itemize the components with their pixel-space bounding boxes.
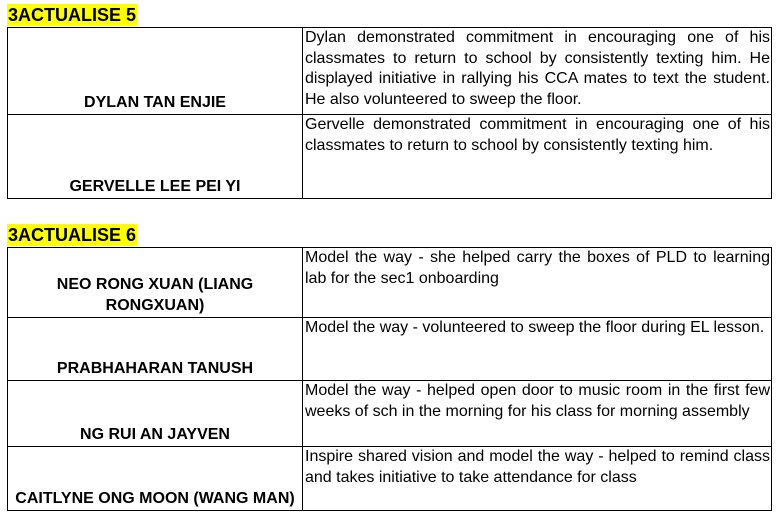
table-3actualise-5 xyxy=(7,27,772,199)
table-row xyxy=(8,381,772,447)
student-name: DYLAN TAN ENJIE xyxy=(8,28,303,115)
student-name: CAITLYNE ONG MOON (WANG MAN) xyxy=(8,447,303,511)
student-description: Inspire shared vision and model the way - helped to remind class and takes initiative to take attendance for class xyxy=(303,447,772,511)
table-3actualise-6 xyxy=(7,247,772,511)
student-description: Model the way - volunteered to sweep the floor during EL lesson. xyxy=(303,318,772,381)
student-description: Model the way - helped open door to music room in the first few weeks of sch in the morning for his class for morning assembly xyxy=(303,381,772,447)
table-row xyxy=(8,115,772,199)
table-row xyxy=(8,248,772,318)
table-row xyxy=(8,28,772,115)
student-description: Dylan demonstrated commitment in encouraging one of his classmates to return to school by consistently texting him. He displayed initiative in rallying his CCA mates to text the student. He also volunteered to sweep the floor. xyxy=(303,28,772,115)
table-row xyxy=(8,447,772,511)
student-name: NEO RONG XUAN (LIANG RONGXUAN) xyxy=(8,248,303,318)
student-name: GERVELLE LEE PEI YI xyxy=(8,115,303,199)
student-description: Model the way - she helped carry the boxes of PLD to learning lab for the sec1 onboarding xyxy=(303,248,772,318)
student-name: NG RUI AN JAYVEN xyxy=(8,381,303,447)
student-name: PRABHAHARAN TANUSH xyxy=(8,318,303,381)
student-description: Gervelle demonstrated commitment in encouraging one of his classmates to return to school by consistently texting him. xyxy=(303,115,772,199)
table-row xyxy=(8,318,772,381)
section-title-3actualise-5: 3ACTUALISE 5 xyxy=(8,5,137,25)
section-title-3actualise-6: 3ACTUALISE 6 xyxy=(8,225,137,245)
